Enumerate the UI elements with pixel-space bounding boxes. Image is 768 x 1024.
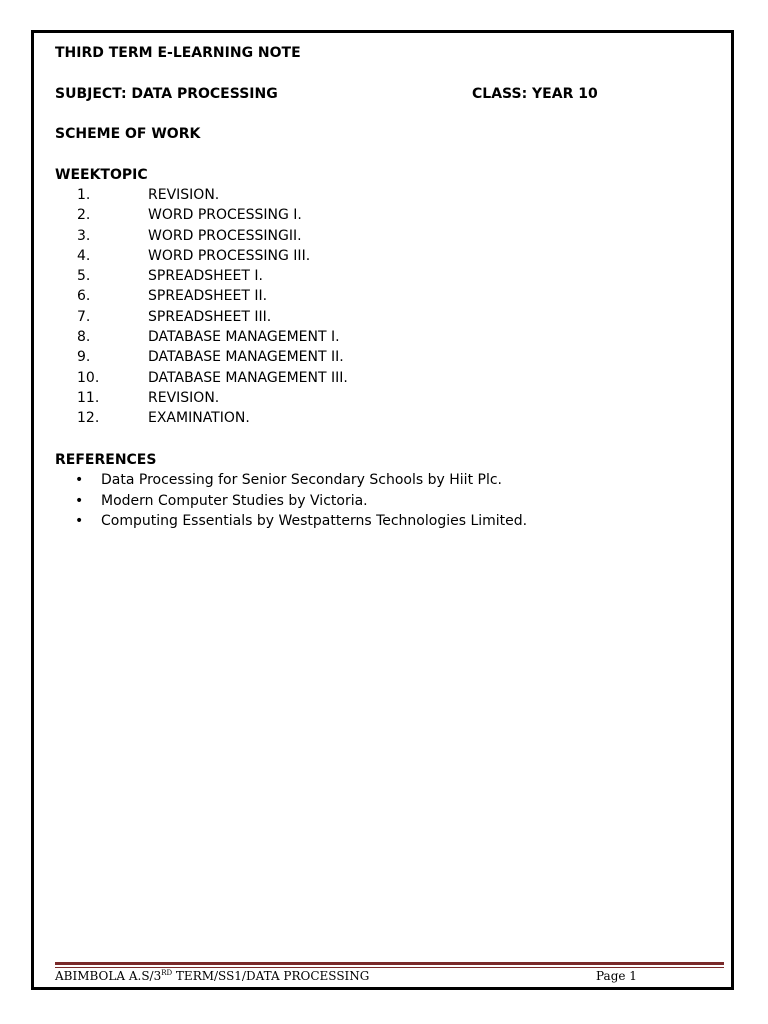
week-number: 5. [77,268,91,285]
week-topic: WORD PROCESSING III. [148,247,311,264]
week-topic: SPREADSHEET III. [148,308,272,325]
week-number: 6. [77,288,91,305]
week-number: 3. [77,227,91,244]
week-number: 8. [77,329,91,346]
week-topic: REVISION. [148,187,220,203]
bullet-icon: • [75,492,84,509]
week-topic: SPREADSHEET I. [148,268,263,285]
references-heading: REFERENCES [55,452,157,468]
footer-rule [55,962,724,965]
week-number: 1. [77,187,91,203]
week-topic: EXAMINATION. [148,410,250,427]
week-number: 10. [77,369,100,386]
reference-text: Modern Computer Studies by Victoria. [101,492,368,509]
footer-rule-thin [55,967,724,968]
week-number: 11. [77,389,100,406]
week-number: 2. [77,207,91,224]
week-number: 4. [77,247,91,264]
page-number: Page 1 [596,969,637,983]
footer-author [55,969,369,983]
reference-text: Computing Essentials by Westpatterns Technologies Limited. [101,513,528,529]
week-topic: DATABASE MANAGEMENT III. [148,369,348,386]
week-number: 7. [77,308,91,325]
bullet-icon: • [75,472,84,488]
week-topic: WORD PROCESSINGII. [148,227,302,244]
footer-author-prefix: ABIMBOLA A.S/3 [55,969,162,983]
week-topic: WORD PROCESSING I. [148,207,302,224]
subject-label: SUBJECT: DATA PROCESSING [55,86,278,102]
footer-author-superscript: RD [161,969,173,977]
week-topic: DATABASE MANAGEMENT I. [148,329,340,346]
week-topic: REVISION. [148,389,220,406]
week-topic: DATABASE MANAGEMENT II. [148,349,344,366]
scheme-heading: SCHEME OF WORK [55,126,201,142]
week-number: 9. [77,349,91,366]
class-label: CLASS: YEAR 10 [472,86,598,102]
week-topic: SPREADSHEET II. [148,288,268,305]
footer-author-suffix: TERM/SS1/DATA PROCESSING [172,969,370,983]
week-number: 12. [77,410,100,427]
document-title: THIRD TERM E-LEARNING NOTE [55,45,301,61]
reference-text: Data Processing for Senior Secondary Schools by Hiit Plc. [101,472,502,488]
bullet-icon: • [75,513,84,529]
week-topic-heading: WEEKTOPIC [55,167,148,183]
